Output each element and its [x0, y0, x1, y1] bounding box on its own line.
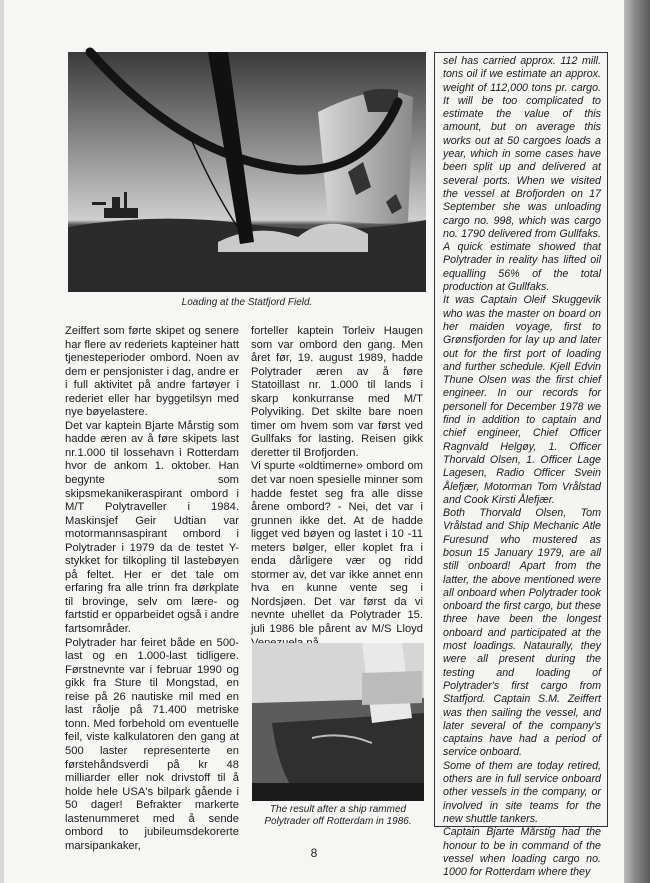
magazine-page	[4, 0, 624, 883]
rammed-photo-caption	[248, 804, 428, 828]
english-summary-box	[434, 52, 608, 879]
paragraph: Zeiffert som førte skipet og senere har flere av rederiets kapteiner hatt tjenesteperioder ombord. Noen av dem er pensjonister i dag, andre er i full aktivitet på andre fartøyer i rederiet eller har byggetilsyn med nye bøyelasterе.	[65, 325, 239, 419]
sidebar-paragraph: Captain Bjarte Mårstig had the honour to be in command of the vessel when loading cargo no. 1000 for Rotterdam where they	[443, 826, 601, 879]
paragraph: Vi spurte «oldtimerne» ombord om det var noen spesielle minner som hadde festet seg fra alle disse årene ombord? - Nei, det var i grunnen ikke det. At de hadde ligget ved bøyen og lastet i 10 -11 meters bølger, eller koplet fra i enda dårligere vær og ridd stormer av, det var ikke annet enn hva en kunne vente seg i Nordsjøen. Det var først da vi nevnte uhellet da Polytrader 15. juli 1986 ble pårent av M/S Lloyd	[251, 460, 423, 636]
statfjord-loading-image	[68, 52, 426, 292]
page-edge-shadow	[624, 0, 650, 883]
sidebar-paragraph: It was Captain Oleif Skuggevik who was the master on board on her maiden voyage, first to Grønsfjorden for lay up and later out for the first port of loading and further schedule. Kjell Edvin Thune Olsen was the first chief engineer. In our records for personell for December 1978 we find in addition to captain and chief engineer, Chief Officer Ragnvald Helgøy, 1. Officer Thorvald Olsen, 1. Officer Lage Lagesen, Radio Officer Svein Ålefjær, Motorman Tom Vrålstad and Cook Kirsti Ålefjær.	[443, 294, 601, 506]
page-number: 8	[310, 846, 318, 860]
rammed-hull-image	[252, 643, 424, 801]
sidebar-paragraph: Some of them are today retired, others are in full service onboard other vessels in the company, or involved in site teams for the new shuttle tankers.	[443, 759, 601, 825]
statfjord-loading-photo	[68, 52, 426, 292]
caption-line: The result after a ship rammed	[269, 804, 407, 815]
rammed-hull-photo	[252, 643, 424, 801]
sidebar-paragraph: Both Thorvald Olsen, Tom Vrålstad and Ship Mechanic Atle Furesund who mustered as bosun 15 January 1979, are all still onboard! Apart from the latter, the above mentioned were all onboard when Polytrader took onboard the first cargo, but these three have been the longest onboard and participated at the most loadings. Nataurally, they were all present during the testing and loading of Polytrader's first cargo from Statfjord. Captain S.M. Zeiffert was then sailing the vessel, and later several of the company's captains have had a period of service onboard.	[443, 507, 601, 759]
paragraph: Det var kaptein Bjarte Mårstig som hadde æren av å føre skipets last nr.1.000 til lossehavn i Rotterdam hvor de ankom 1. oktober. Han begynte som skipsmekanikeraspirant ombord i M/T Polytraveller i 1984. Maskinsjef Geir Udtian var motormannsaspirant ombord i Polytrader i 1979 da de testet Y-stykket for tilkopling til lastebøyen på feltet. Her er det tale om erfaring fra alle trinn fra dørkplate til brovinge, selv om lære- og fartstid er opparbeidet også i andre fartsområder.	[65, 419, 239, 636]
left-text-column	[65, 325, 239, 853]
statfjord-photo-caption: Loading at the Statfjord Field.	[181, 297, 313, 308]
caption-line: Polytrader off Rotterdam in 1986.	[264, 816, 412, 827]
paragraph: Polytrader har feiret både en 500-last og en 1.000-last tidligere. Førstnevnte var i februar 1990 og gikk fra Sture til Mongstad, en reise på 26 nautiske mil med en last råolje på 71.400 metriske tonn. Med forbehold om eventuelle feil, viste kalkulatoren den gang at 500 laster representerte en førstehåndsverdi på kr 48 milliarder eller nok drivstoff til å holde hele USA's bilpark gående i 50 dager! Befrakter markerte lastenummeret med å sende ombord to jubileumsdekorerte marsipankaker,	[65, 636, 239, 852]
sidebar-paragraph: sel has carried approx. 112 mill. tons oil if we estimate an approx. weight of 112,000 tons pr. cargo. It will be too complicated to estimate the value of this amount, but on average this works out at 50 cargoes loads a year, which in some cases have been split up and delivered at several ports. When we visited the vessel at Brofjorden on 17 September she was unloading cargo no. 998, which was cargo no. 1790 delivered from Gullfaks. A quick estimate showed that Polytrader in reality has lifted oil equalling 56% of the total production at Gullfaks.	[443, 55, 601, 294]
paragraph: forteller kaptein Torleiv Haugen som var ombord den gang. Men året før, 19. august 1989, hadde Polytrader æren av å føre Statoillast nr. 1.000 til lands i skarp konkurranse med M/T Polyviking. Det skilte bare noen timer om hvem som var først ved Gullfaks for lasting. Reisen gikk deretter til Brofjorden.	[251, 325, 423, 459]
middle-text-column	[251, 325, 423, 650]
